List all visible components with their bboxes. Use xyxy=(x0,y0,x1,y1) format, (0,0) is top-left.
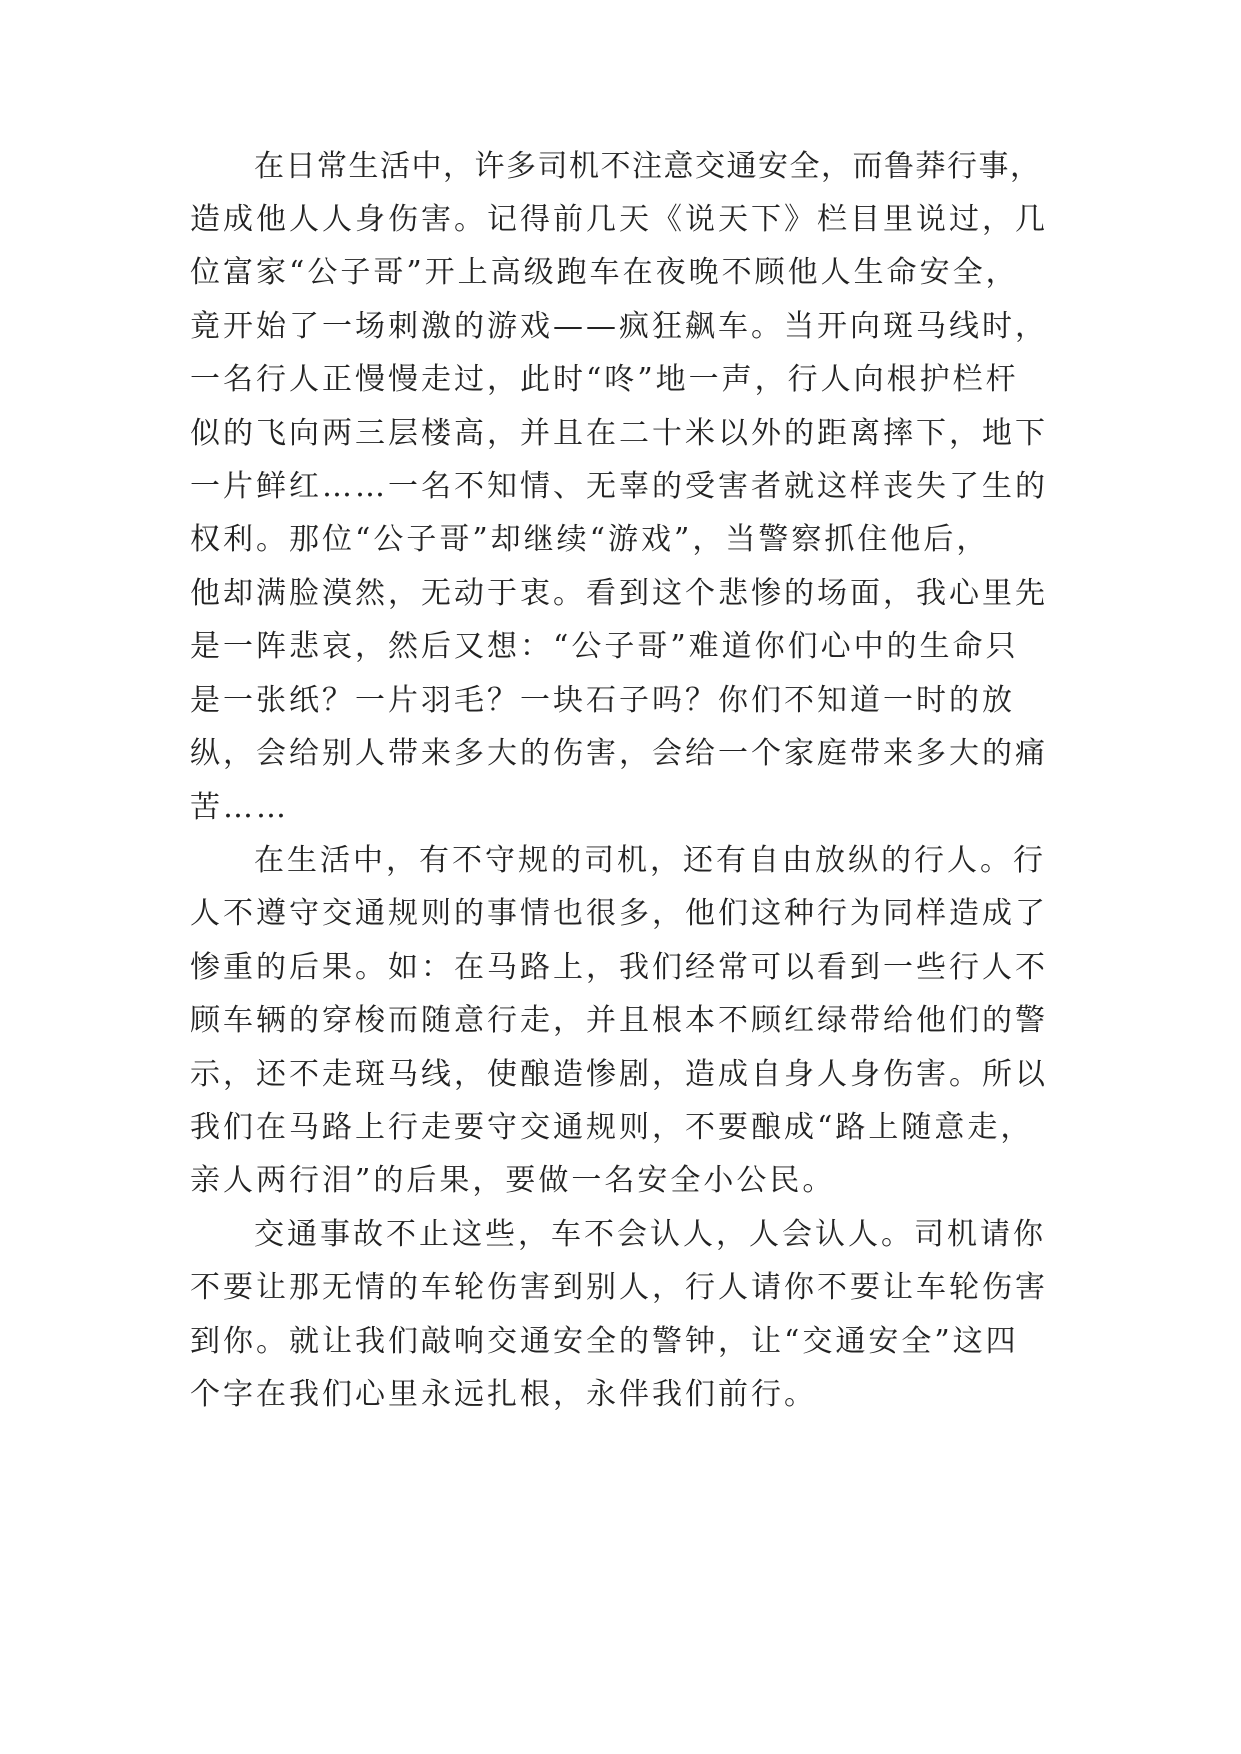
text-line: 纵，会给别人带来多大的伤害，会给一个家庭带来多大的痛 xyxy=(190,736,1048,771)
text-line: 苦…… xyxy=(190,790,289,825)
text-line: 示，还不走斑马线，使酿造惨剧，造成自身人身伤害。所以 xyxy=(190,1057,1048,1092)
text-line: 在日常生活中，许多司机不注意交通安全，而鲁莽行事， xyxy=(254,149,1042,184)
text-line: 交通事故不止这些，车不会认人，人会认人。司机请你 xyxy=(254,1217,1046,1252)
text-line: 权利。那位“公子哥”却继续“游戏”，当警察抓住他后， xyxy=(190,522,990,557)
text-line: 个字在我们心里永远扎根，永伴我们前行。 xyxy=(190,1377,817,1412)
text-line: 是一张纸？一片羽毛？一块石子吗？你们不知道一时的放 xyxy=(190,683,1015,718)
text-line: 到你。就让我们敲响交通安全的警钟，让“交通安全”这四 xyxy=(190,1324,1019,1359)
text-line: 在生活中，有不守规的司机，还有自由放纵的行人。行 xyxy=(254,843,1046,878)
text-line: 似的飞向两三层楼高，并且在二十米以外的距离摔下，地下 xyxy=(190,416,1048,451)
text-line: 不要让那无情的车轮伤害到别人，行人请你不要让车轮伤害 xyxy=(190,1270,1048,1305)
text-line: 惨重的后果。如：在马路上，我们经常可以看到一些行人不 xyxy=(190,950,1048,985)
text-line: 造成他人人身伤害。记得前几天《说天下》栏目里说过，几 xyxy=(190,202,1048,237)
text-line: 我们在马路上行走要守交通规则，不要酿成“路上随意走， xyxy=(190,1110,1034,1145)
text-line: 人不遵守交通规则的事情也很多，他们这种行为同样造成了 xyxy=(190,896,1048,931)
text-line: 亲人两行泪”的后果，要做一名安全小公民。 xyxy=(190,1163,836,1198)
text-line: 一名行人正慢慢走过，此时“咚”地一声，行人向根护栏杆 xyxy=(190,362,1019,397)
text-line: 顾车辆的穿梭而随意行走，并且根本不顾红绿带给他们的警 xyxy=(190,1003,1048,1038)
text-line: 一片鲜红……一名不知情、无辜的受害者就这样丧失了生的 xyxy=(190,469,1048,504)
text-line: 位富家“公子哥”开上高级跑车在夜晚不顾他人生命安全， xyxy=(190,255,1019,290)
text-line: 他却满脸漠然，无动于衷。看到这个悲惨的场面，我心里先 xyxy=(190,576,1048,611)
text-line: 竟开始了一场刺激的游戏——疯狂飙车。当开向斑马线时， xyxy=(190,309,1048,344)
text-line: 是一阵悲哀，然后又想：“公子哥”难道你们心中的生命只 xyxy=(190,629,1019,664)
